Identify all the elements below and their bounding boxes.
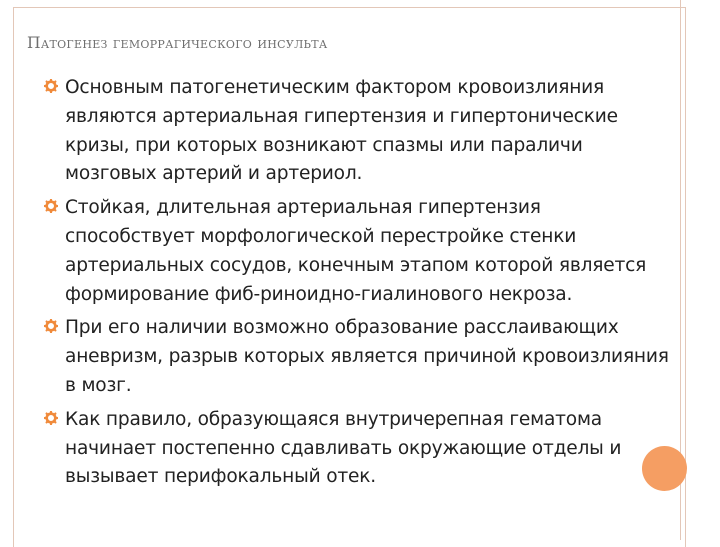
gear-bullet-icon — [44, 411, 58, 425]
gear-bullet-icon — [44, 199, 58, 213]
list-item-text: Как правило, образующаяся внутричерепная гематома начинает постепенно сдавливать окружающие отделы и вызывает перифокальный отек. — [65, 408, 622, 488]
slide-title: Патогенез геморрагического инсульта — [27, 34, 328, 52]
decorative-circle — [642, 446, 687, 491]
list-item — [44, 314, 669, 400]
list-item-text: Основным патогенетическим фактором кровоизлияния являются артериальная гипертензия и гипертонические кризы, при которых возникают спазмы или параличи мозговых артерий и артериол. — [65, 77, 618, 185]
gear-bullet-icon — [44, 79, 58, 93]
list-item — [44, 406, 669, 492]
list-item — [44, 74, 669, 189]
list-item-text: При его наличии возможно образование расслаивающих аневризм, разрыв которых является причиной кровоизлияния в мозг. — [65, 317, 669, 396]
bullet-list — [44, 74, 669, 497]
gear-bullet-icon — [44, 319, 58, 333]
list-item-text: Стойкая, длительная артериальная гипертензия способствует морфологической перестройке стенки артериальных сосудов, конечным этапом которой является формирование фиб-риноидно-гиалинового некроза. — [65, 197, 647, 305]
list-item — [44, 194, 669, 309]
